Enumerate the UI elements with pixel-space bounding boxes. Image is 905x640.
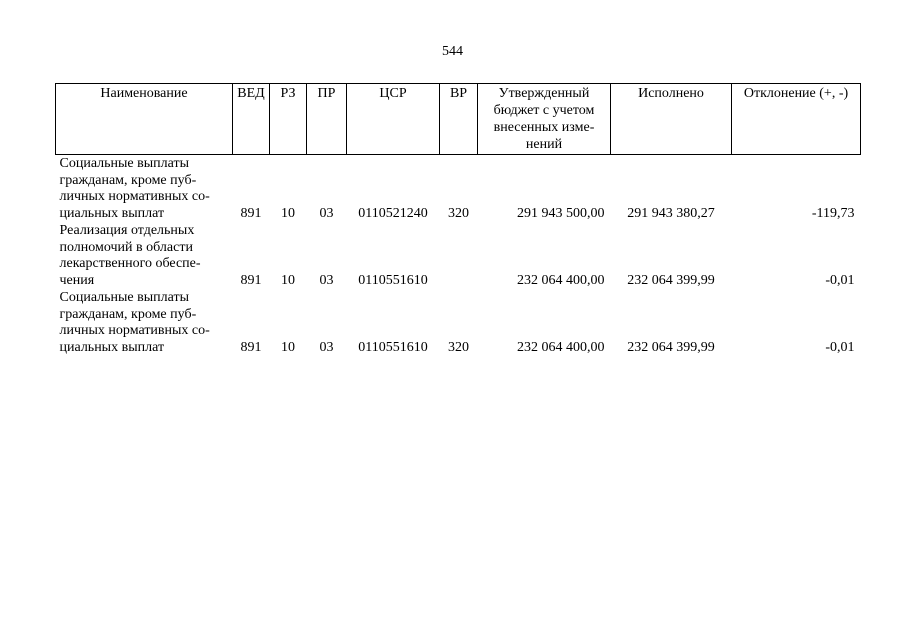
table-row [56,155,861,223]
row-pr: 03 [319,339,334,355]
row-executed: 232 064 399,99 [627,272,715,288]
row-deviation: -0,01 [825,272,855,288]
row-csr: 0110551610 [358,272,428,288]
row-csr: 0110551610 [358,339,428,355]
header-rz: РЗ [270,84,307,155]
row-rz: 10 [281,272,295,288]
header-vr: ВР [440,84,478,155]
header-approved-budget: Утвержденный бюджет с учетом внесенных изме-нений [478,84,611,155]
page-number: 544 [442,44,463,59]
row-name: Реализация отдельных полномочий в области лекарственного обеспе- чения [59,223,201,288]
row-pr: 03 [319,205,334,221]
row-executed: 291 943 380,27 [627,205,715,221]
row-ved: 891 [240,272,262,288]
row-rz: 10 [281,205,295,221]
row-name: Социальные выплаты гражданам, кроме пуб- личных нормативных со- циальных выплат [59,156,210,221]
row-pr: 03 [319,272,334,288]
header-name: Наименование [56,84,233,155]
table-row [56,289,861,356]
header-ved: ВЕД [233,84,270,155]
header-csr: ЦСР [347,84,440,155]
row-name: Социальные выплаты гражданам, кроме пуб- личных нормативных со- циальных выплат [59,290,210,355]
row-vr: 320 [448,205,469,221]
row-rz: 10 [281,339,295,355]
row-vr: 320 [448,339,469,355]
row-vr [440,222,478,289]
row-approved: 232 064 400,00 [517,272,605,288]
row-executed: 232 064 399,99 [627,339,715,355]
table-header-row [56,84,861,155]
header-pr: ПР [307,84,347,155]
row-ved: 891 [240,205,262,221]
budget-execution-table [55,83,861,356]
row-csr: 0110521240 [358,205,428,221]
row-deviation: -0,01 [825,339,855,355]
table-row [56,222,861,289]
row-deviation: -119,73 [811,205,855,221]
row-approved: 291 943 500,00 [517,205,605,221]
header-executed: Исполнено [611,84,732,155]
row-ved: 891 [240,339,262,355]
row-approved: 232 064 400,00 [517,339,605,355]
header-deviation: Отклонение (+, -) [732,84,861,155]
